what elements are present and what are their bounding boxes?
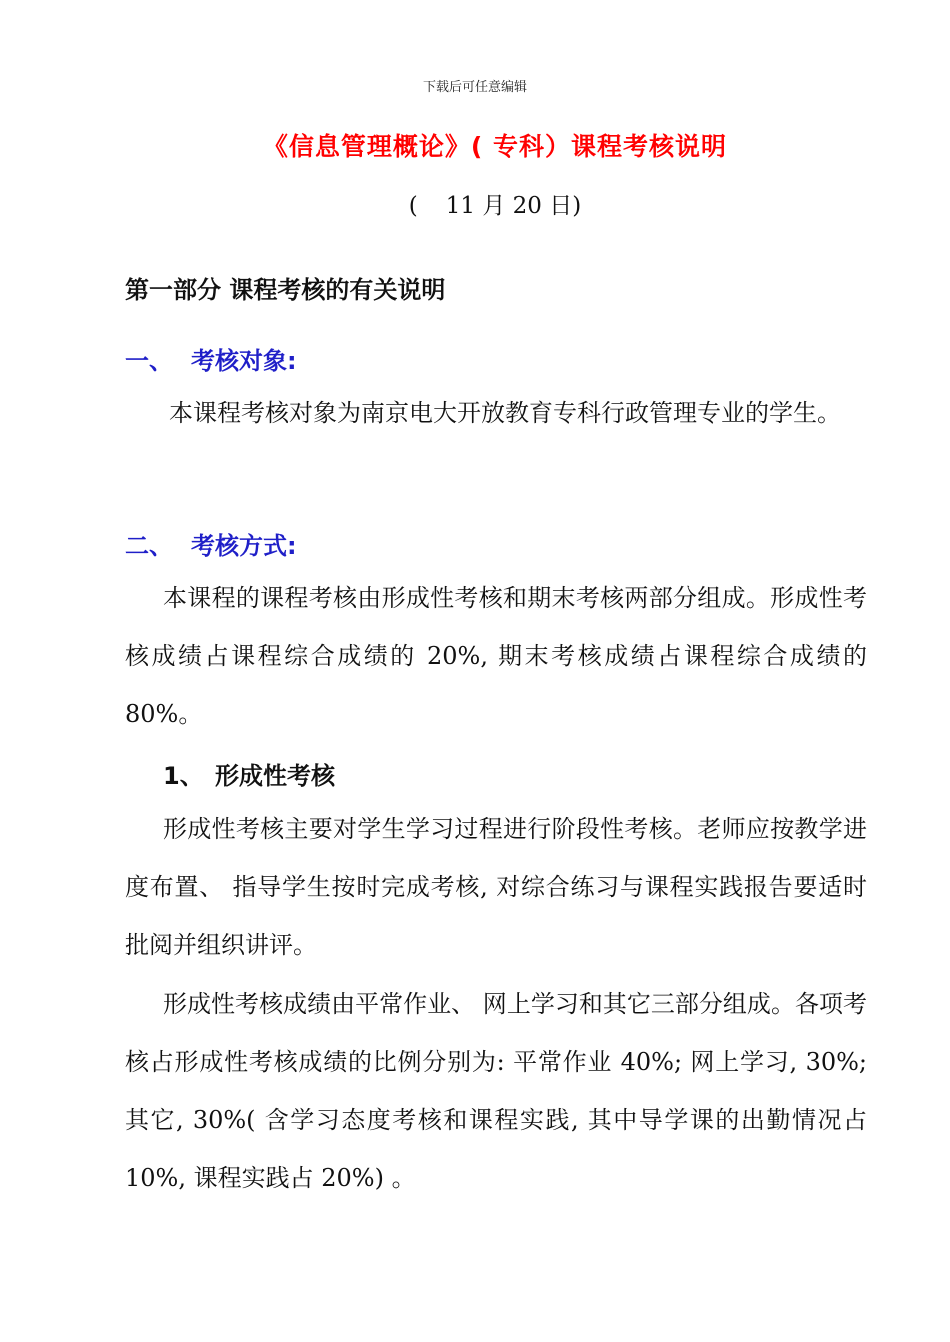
subsection-heading-formative (163, 756, 335, 791)
section-label: 考核对象: (191, 347, 297, 375)
section-number: 一、 (125, 347, 173, 375)
section-number: 二、 (125, 532, 173, 560)
part-heading: 第一部分 课程考核的有关说明 (125, 276, 446, 304)
section-heading-target (125, 341, 297, 376)
subsection1-paragraph-2: 形成性考核成绩由平常作业、 网上学习和其它三部分组成。各项考核占形成性考核成绩的比例分别为: 平常作业 40%; 网上学习, 30%; 其它, 30%( 含学习态度考核和课程实践, 其中导学课的出勤情况占 10%, 课程实践占 20%) 。 (125, 990, 867, 1192)
subsection-label: 形成性考核 (215, 762, 335, 790)
section1-paragraph: 本课程考核对象为南京电大开放教育专科行政管理专业的学生。 (169, 399, 841, 427)
date-open-paren: ( (408, 193, 418, 219)
section2-paragraph: 本课程的课程考核由形成性考核和期末考核两部分组成。形成性考核成绩占课程综合成绩的 20%, 期末考核成绩占课程综合成绩的 80%。 (125, 584, 867, 728)
date-text: 11 月 20 日) (445, 193, 582, 219)
document-title: 《信息管理概论》( 专科）课程考核说明 (262, 132, 728, 161)
section-label: 考核方式: (191, 532, 297, 560)
subsection-number: 1、 (163, 762, 204, 790)
subsection1-paragraph-1: 形成性考核主要对学生学习过程进行阶段性考核。老师应按教学进度布置、 指导学生按时完成考核, 对综合练习与课程实践报告要适时批阅并组织讲评。 (125, 815, 867, 959)
section-heading-method (125, 526, 297, 561)
document-date (0, 187, 950, 220)
header-note: 下载后可任意编辑 (422, 80, 527, 95)
